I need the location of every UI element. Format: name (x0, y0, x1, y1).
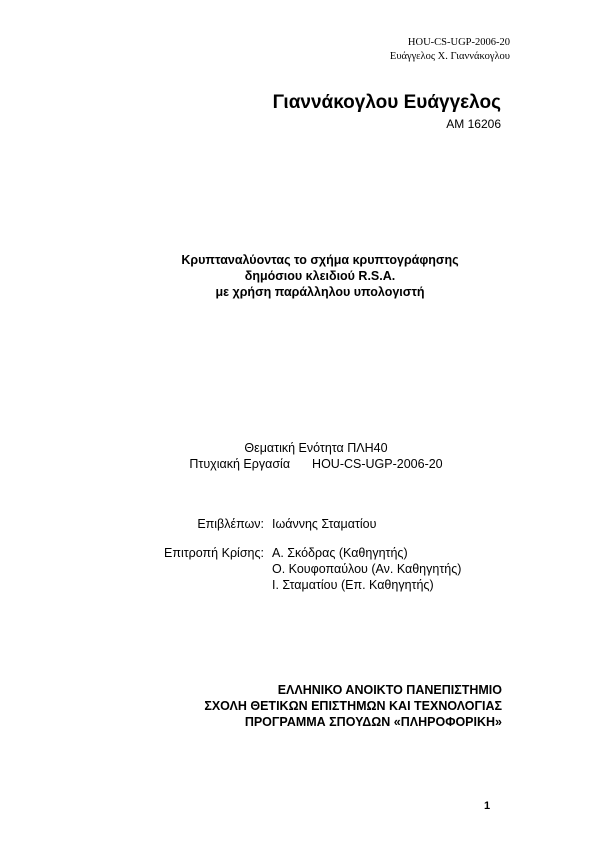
program-name: ΠΡΟΓΡΑΜΜΑ ΣΠΟΥΔΩΝ «ΠΛΗΡΟΦΟΡΙΚΗ» (244, 715, 502, 729)
thesis-title-line: δημόσιου κλειδιού R.S.A. (244, 269, 396, 283)
school-name: ΣΧΟΛΗ ΘΕΤΙΚΩΝ ΕΠΙΣΤΗΜΩΝ ΚΑΙ ΤΕΧΝΟΛΟΓΙΑΣ (204, 699, 502, 713)
module-info (0, 440, 600, 472)
author-registration-number: ΑΜ 16206 (446, 117, 501, 131)
thesis-label: Πτυχιακή Εργασία (189, 457, 291, 471)
supervisor-name: Ιωάννης Σταματίου (272, 517, 377, 531)
committee-member: Α. Σκόδρας (Καθηγητής) (272, 546, 408, 560)
committee-member: Ι. Σταματίου (Επ. Καθηγητής) (272, 578, 434, 592)
supervisor-label: Επιβλέπων: (197, 517, 264, 531)
page-number: 1 (484, 800, 491, 812)
thesis-code: HOU-CS-UGP-2006-20 (312, 457, 443, 471)
thesis-line (0, 456, 600, 472)
committee-member: Ο. Κουφοπαύλου (Αν. Καθηγητής) (272, 562, 462, 576)
committee-label: Επιτροπή Κρίσης: (164, 546, 264, 560)
thesis-title (0, 252, 600, 300)
thesis-title-line: με χρήση παράλληλου υπολογιστή (215, 285, 425, 299)
thesis-title-line: Κρυπταναλύοντας το σχήμα κρυπτογράφησης (181, 253, 459, 267)
header-document-code: HOU-CS-UGP-2006-20 (407, 37, 510, 48)
module-line: Θεματική Ενότητα ΠΛΗ40 (244, 441, 388, 455)
header-author: Ευάγγελος Χ. Γιαννάκογλου (389, 51, 510, 62)
university-name: ΕΛΛΗΝΙΚΟ ΑΝΟΙΚΤΟ ΠΑΝΕΠΙΣΤΗΜΙΟ (277, 683, 502, 697)
university-info (204, 682, 502, 730)
author-name: Γιαννάκογλου Ευάγγελος (272, 92, 501, 113)
committee-members (272, 545, 461, 593)
